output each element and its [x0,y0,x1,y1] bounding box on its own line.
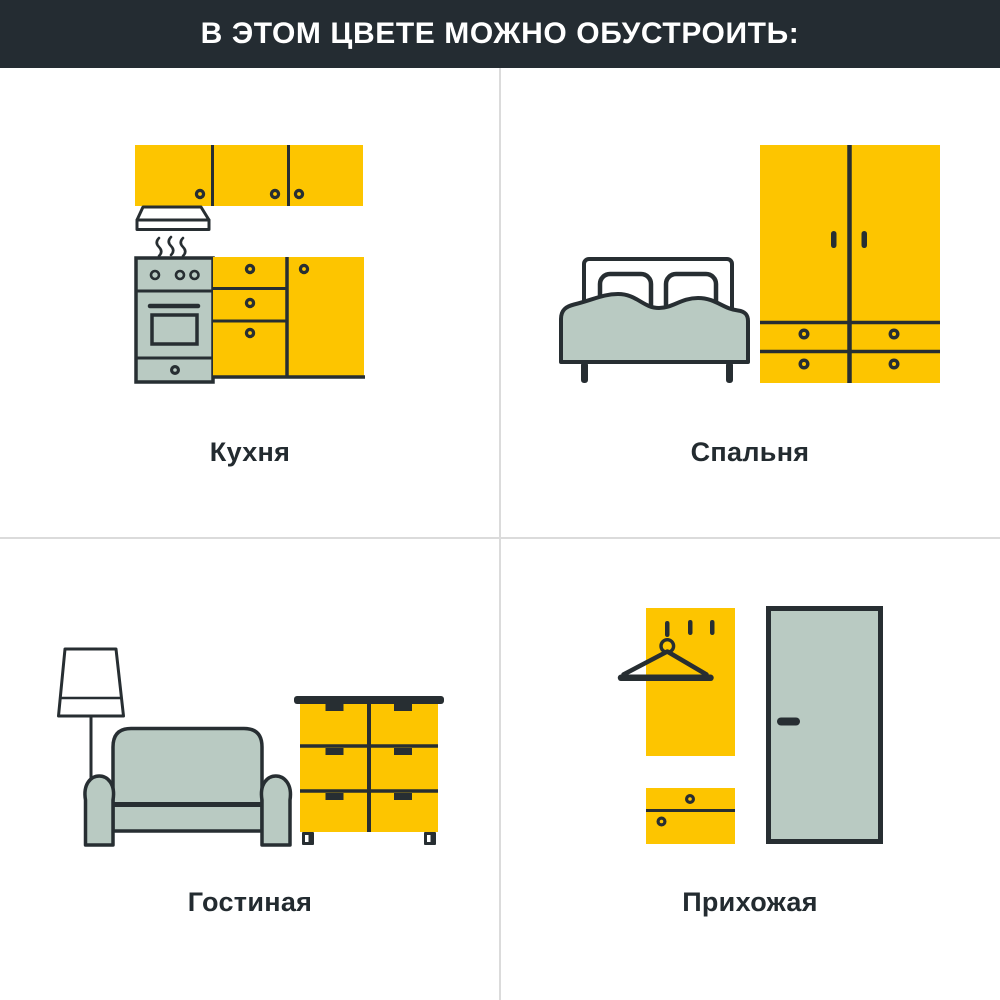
door-icon [769,609,881,842]
room-card-bedroom [500,68,1000,538]
room-label: Гостиная [187,887,313,917]
dresser-icon [294,696,444,845]
living-room-illustration [0,540,500,1000]
header-bar [0,0,1000,68]
room-label: Спальня [690,437,810,467]
hallway-illustration [500,540,1000,1000]
room-card-kitchen [0,68,500,538]
wardrobe-icon [760,145,940,383]
base-cabinets-icon [213,257,365,377]
stove-icon [136,258,213,382]
header-title: В ЭТОМ ЦВЕТЕ МОЖНО ОБУСТРОИТЬ: [200,17,800,50]
bed-icon [561,259,748,383]
coat-rack-icon [621,608,735,756]
room-card-living-room [0,540,500,1000]
room-label: Прихожая [682,887,818,917]
shoe-cabinet-icon [646,788,735,844]
room-card-hallway [500,540,1000,1000]
upper-cabinets-icon [135,145,363,206]
range-hood-icon [137,207,209,256]
room-label: Кухня [209,437,291,467]
sofa-icon [85,729,290,846]
